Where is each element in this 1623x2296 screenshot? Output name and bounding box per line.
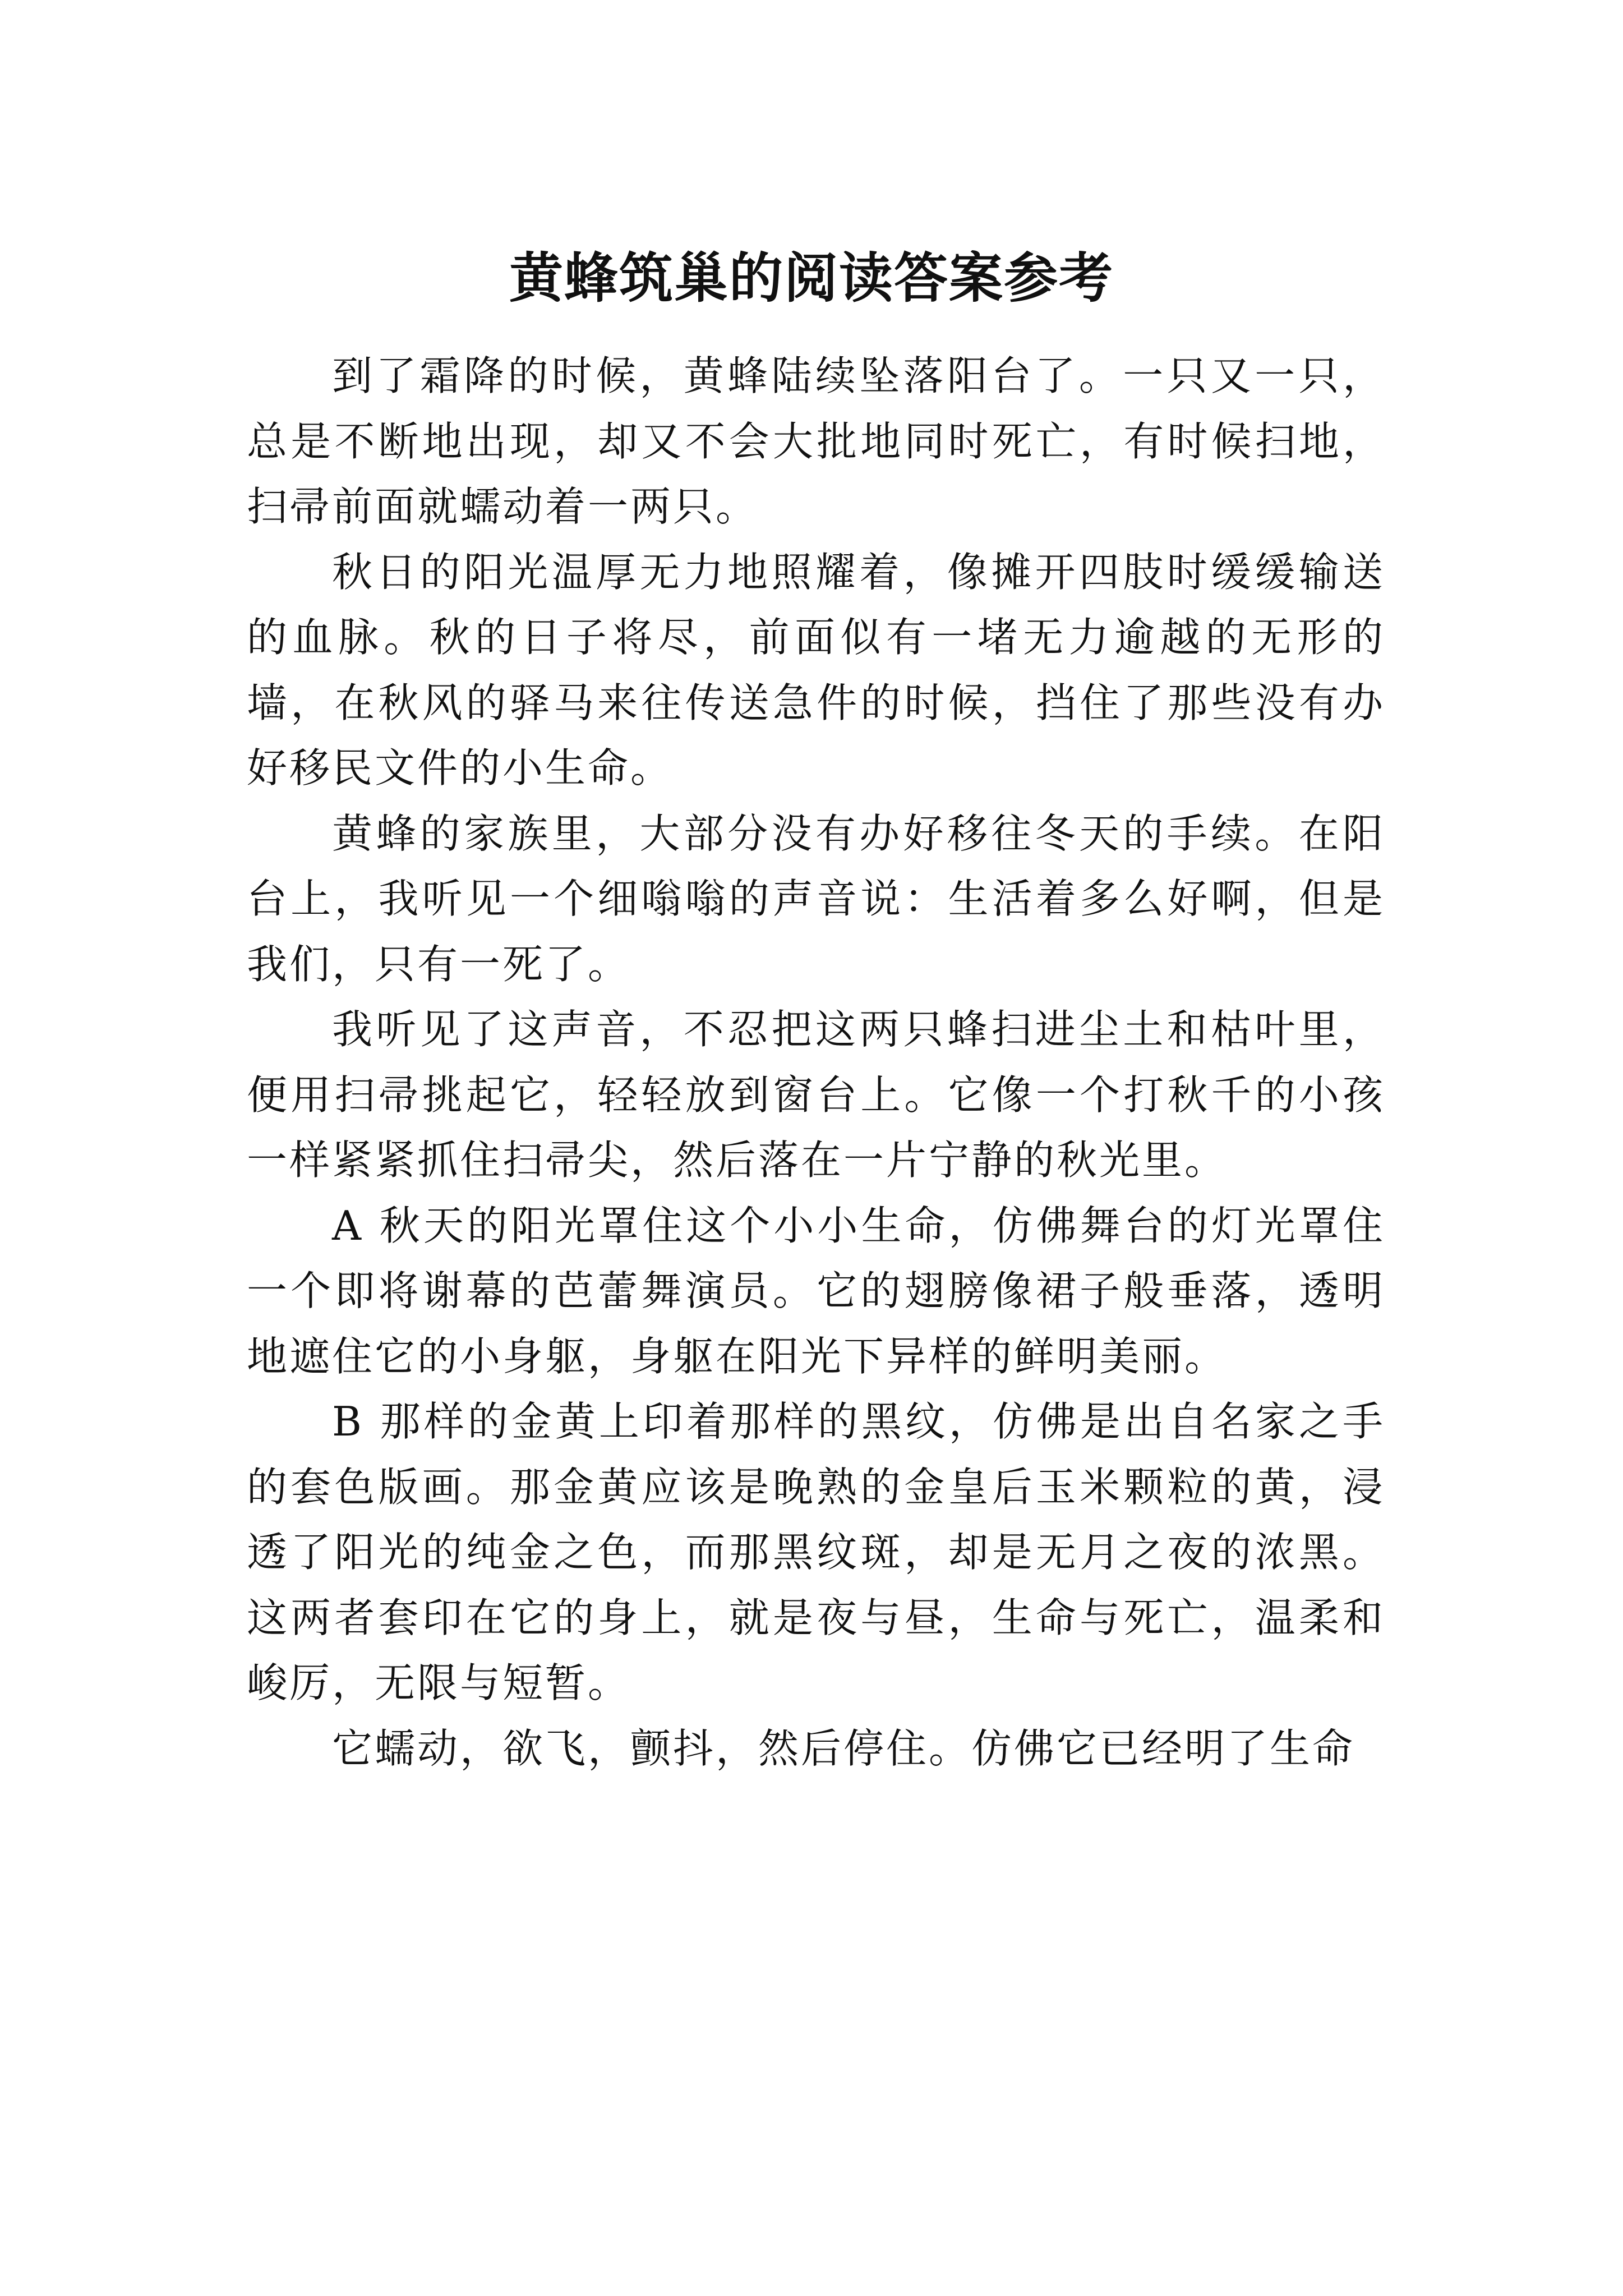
paragraph-3: 黄蜂的家族里，大部分没有办好移往冬天的手续。在阳台上，我听见一个细嗡嗡的声音说：生活着多么好啊，但是我们，只有一死了。 xyxy=(247,809,1385,988)
paragraph-2: 秋日的阳光温厚无力地照耀着，像摊开四肢时缓缓输送的血脉。秋的日子将尽，前面似有一堵无力逾越的无形的墙，在秋风的驿马来往传送急件的时候，挡住了那些没有办好移民文件的小生命。 xyxy=(247,548,1385,792)
document-body xyxy=(247,343,1385,1781)
paragraph-5: A 秋天的阳光罩住这个小小生命，仿佛舞台的灯光罩住一个即将谢幕的芭蕾舞演员。它的翅膀像裙子般垂落，透明地遮住它的小身躯，身躯在阳光下异样的鲜明美丽。 xyxy=(247,1202,1385,1380)
paragraph-4: 我听见了这声音，不忍把这两只蜂扫进尘土和枯叶里，便用扫帚挑起它，轻轻放到窗台上。它像一个打秋千的小孩一样紧紧抓住扫帚尖，然后落在一片宁静的秋光里。 xyxy=(247,1006,1385,1184)
paragraph-6: B 那样的金黄上印着那样的黑纹，仿佛是出自名家之手的套色版画。那金黄应该是晚熟的金皇后玉米颗粒的黄，浸透了阳光的纯金之色，而那黑纹斑，却是无月之夜的浓黑。这两者套印在它的身上，就是夜与昼，生命与死亡，温柔和峻厉，无限与短暂。 xyxy=(247,1398,1385,1706)
paragraph-1: 到了霜降的时候，黄蜂陆续坠落阳台了。一只又一只，总是不断地出现，却又不会大批地同时死亡，有时候扫地，扫帚前面就蠕动着一两只。 xyxy=(247,352,1385,530)
paragraph-7: 它蠕动，欲飞，颤抖，然后停住。仿佛它已经明了生命 xyxy=(332,1724,1355,1772)
document-title: 黄蜂筑巢的阅读答案参考 xyxy=(509,246,1114,310)
